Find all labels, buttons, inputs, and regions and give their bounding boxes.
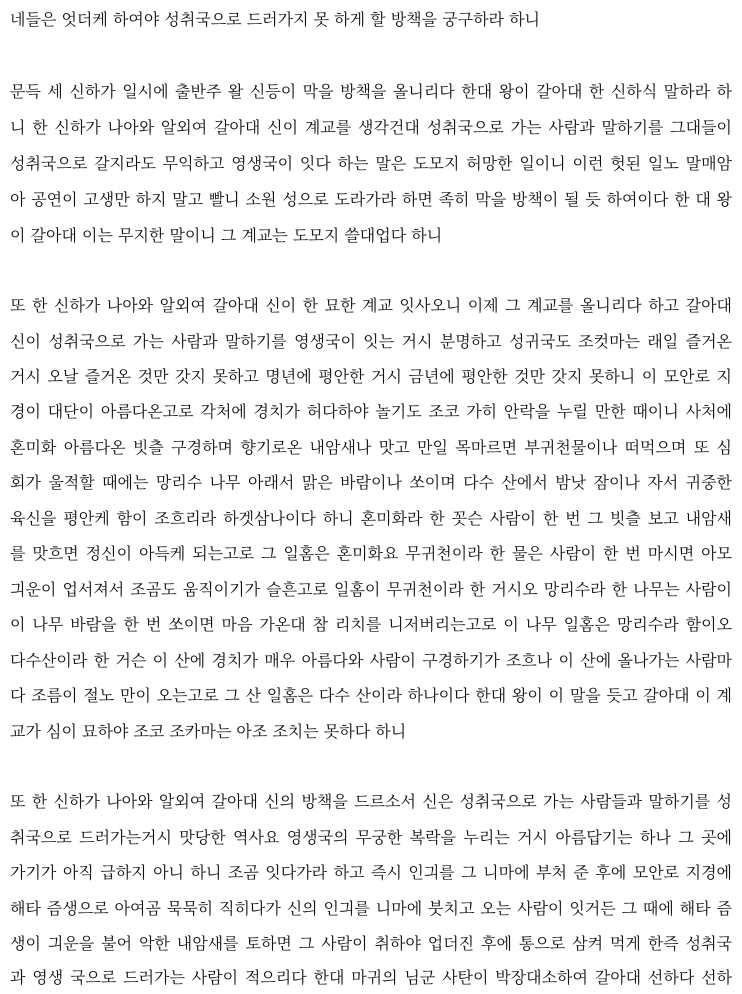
text-line: 과 영생 국으로 드러가는 사람이 적으리다 한대 마귀의 님군 사탄이 박장대소하여 갈아대 선하다 선하 [10,968,732,987]
text-line: 취국으로 드러가는거시 맛당한 역사요 영생국의 무궁한 복락을 누리는 거시 아름답기는 하나 그 곳에 [10,828,732,847]
text-line: 다수산이라 한 거슨 이 산에 경치가 매우 아름다와 사람이 구경하기가 조흐나 이 산에 올나가는 사람마 [10,651,732,670]
text-line: 니 한 신하가 나아와 알외여 갈아대 신이 계교를 생각건대 성취국으로 가는 사람과 말하기를 그대들이 [10,118,732,137]
text-line: 긔운이 업서져서 조곰도 움직이기가 슬흔고로 일홈이 무귀천이라 한 거시오 망리수라 한 나무는 사람이 [10,580,732,599]
text-line: 혼미화 아름다온 빗츨 구경하며 향기로온 내암새나 맛고 만일 목마르면 부귀천물이나 떠먹으며 또 심 [10,438,732,457]
text-line: 이 나무 바람을 한 번 쏘이면 마음 가온대 참 리치를 니저버리는고로 이 나무 일홈은 망리수라 함이오 [10,615,732,634]
text-line: 이 갈아대 이는 무지한 말이니 그 계교는 도모지 쓸대업다 하니 [10,226,443,245]
text-line: 생이 긔운을 불어 악한 내암새를 토하면 그 사람이 취하야 업더진 후에 통으로 삼켜 먹게 한즉 성취국 [10,934,732,953]
text-line: 경이 대단이 아름다온고로 각처에 경치가 허다하야 놀기도 조코 가히 안락을 누릴 만한 때이니 사처에 [10,402,732,421]
text-line: 육신을 평안케 함이 조흐리라 하겟삼나이다 하니 혼미화라 한 꼿슨 사람이 한 번 그 빗츨 보고 내암새 [10,509,732,528]
text-line: 를 맛흐면 정신이 아득케 되는고로 그 일홈은 혼미화요 무귀천이라 한 물은 사람이 한 번 마시면 아모 [10,544,732,563]
text-line: 해타 즘생으로 아여곰 묵묵히 직히다가 신의 인긔를 니마에 붓치고 오는 사람이 잇거든 그 때에 해타 즘 [10,899,732,918]
text-line: 가기가 아직 급하지 아니 하니 조곰 잇다가라 하고 즉시 인긔를 그 니마에 부처 준 후에 모안로 지경에 [10,863,732,882]
text-line: 신이 성취국으로 가는 사람과 말하기를 영생국이 잇는 거시 분명하고 성귀국도 조컷마는 래일 즐거온 [10,332,732,351]
text-line: 성취국으로 갈지라도 무익하고 영생국이 잇다 하는 말은 도모지 허망한 일이니 이런 헛된 일노 말매암 [10,154,732,173]
text-line: 교가 심이 묘하야 조코 조카마는 아조 조치는 못하다 하니 [10,722,407,741]
text-line: 다 조름이 절노 만이 오는고로 그 산 일홈은 다수 산이라 하나이다 한대 왕이 이 말을 듯고 갈아대 이 계 [10,686,732,705]
text-line: 거시 오날 즐거온 것만 갓지 못하고 명년에 평안한 거시 금년에 평안한 것만 갓지 못하니 이 모안로 지 [10,367,732,386]
text-line: 또 한 신하가 나아와 알외여 갈아대 신의 방책을 드르소서 신은 성취국으로 가는 사람들과 말하기를 성 [10,792,732,811]
text-line: 또 한 신하가 나아와 알외여 갈아대 신이 한 묘한 계교 잇사오니 이제 그 계교를 올니리다 하고 갈아대 [10,296,732,315]
text-line: 아 공연이 고생만 하지 말고 빨니 소원 성으로 도라가라 하면 족히 막을 방책이 될 듯 하여이다 한 대 왕 [10,190,732,209]
text-line: 문득 세 신하가 일시에 출반주 왈 신등이 막을 방책을 올니리다 한대 왕이 갈아대 한 신하식 말하라 하 [10,82,732,101]
text-line: 회가 울적할 때에는 망리수 나무 아래서 맑은 바람이나 쏘이며 다수 산에서 밤낫 잠이나 자서 귀중한 [10,473,732,492]
text-line: 네들은 엇더케 하여야 성취국으로 드러가지 못 하게 할 방책을 궁구하라 하니 [10,10,540,29]
